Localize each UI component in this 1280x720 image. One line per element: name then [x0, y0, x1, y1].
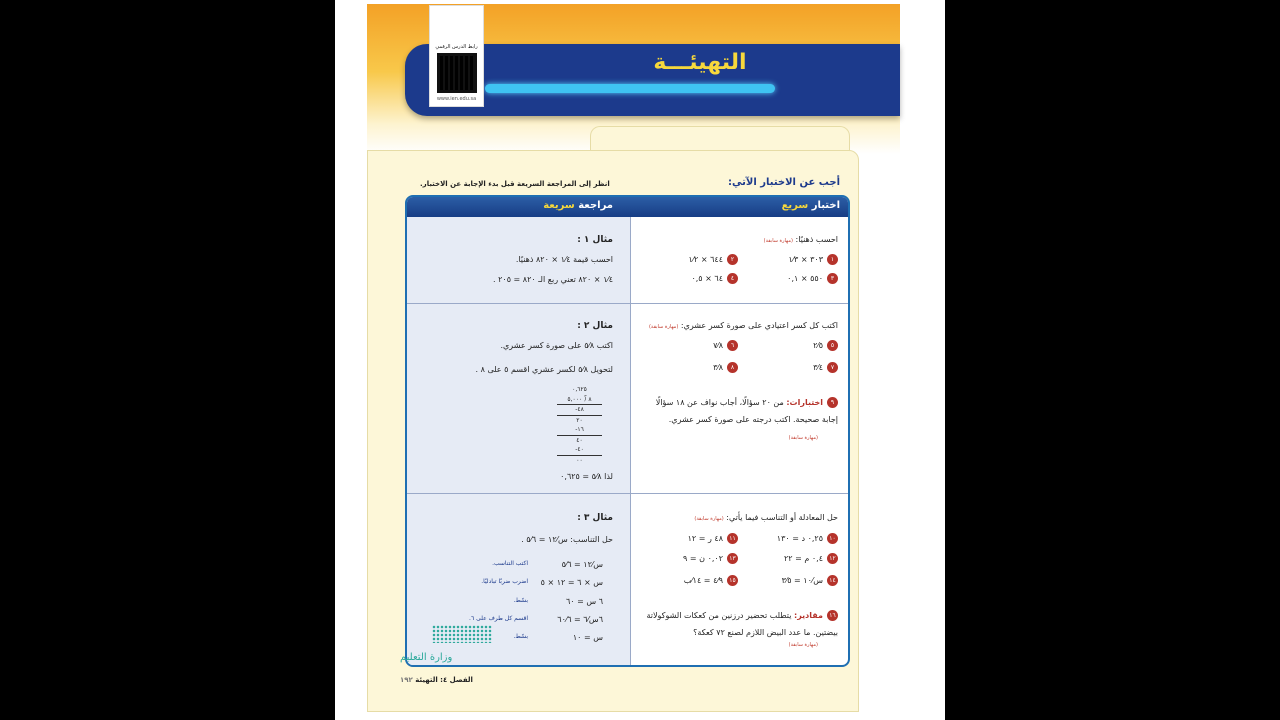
- step-note: اقسم كل طرف على ٦.: [469, 615, 528, 622]
- qr-caption: رابط الدرس الرقمي: [435, 44, 478, 50]
- problem-line: بيضتين. ما عدد البيض اللازم لصنع ٧٢ كعكة؟: [693, 628, 838, 637]
- quiz-heading-a: اختبار: [811, 200, 840, 211]
- division-step: -٤٨: [557, 405, 602, 416]
- exercise-number: ٣: [827, 273, 838, 284]
- exercise-number: ٤: [727, 273, 738, 284]
- quiz-heading-b: سريع: [781, 200, 809, 211]
- box-header: [407, 197, 848, 217]
- exercise: [784, 553, 838, 564]
- exercise-number: ١٠: [827, 533, 838, 544]
- exercise-expr: ٧⁄٨: [713, 341, 723, 350]
- example-line: احسب قيمة ١⁄٤ × ٨٢٠ ذهنيًا.: [515, 255, 613, 264]
- skill-tag: (مهارة سابقة): [648, 324, 679, 330]
- exercise-number: ١٥: [727, 575, 738, 586]
- row-divider: [407, 303, 848, 304]
- step-note: اكتب التناسب.: [492, 560, 528, 567]
- exercise-expr: ٤⁄٩ = ١٤⁄ب: [683, 576, 723, 585]
- step-note: اضرب ضربًا تبادليًا.: [481, 578, 528, 585]
- prompt-text: احسب ذهنيًا:: [795, 235, 838, 244]
- ministry-logo-icon: [432, 625, 492, 643]
- qr-code-icon[interactable]: [437, 53, 477, 93]
- step-equation: س⁄١٢ = ٥⁄٦: [561, 560, 603, 569]
- word-problem: [656, 397, 838, 408]
- page-footer: [400, 676, 473, 684]
- problem-label: اختبارات:: [786, 398, 823, 407]
- exercise: [691, 273, 738, 284]
- exercise: [782, 575, 838, 586]
- exercise: [713, 340, 738, 351]
- prompt-text: اكتب كل كسر اعتيادي على صورة كسر عشري:: [680, 321, 838, 330]
- example-title: مثال ١ :: [577, 235, 613, 245]
- exercise-expr: ٥٥٠ × ٠,١: [787, 274, 823, 283]
- quiz-review-box: [405, 195, 850, 667]
- ministry-watermark: وزارة التعليم: [400, 652, 453, 663]
- division-step: -١٦: [557, 425, 602, 436]
- division-step: ٠,٦٢٥: [572, 386, 587, 393]
- example-line: اكتب ٥⁄٨ على صورة كسر عشري.: [500, 341, 613, 350]
- step-equation: ٦س⁄٦ = ٦٠⁄٦: [557, 615, 603, 624]
- step-equation: س = ١٠: [572, 633, 603, 642]
- exercise-number: ١٣: [727, 553, 738, 564]
- example-result: لذا ٥⁄٨ = ٠,٦٢٥: [560, 472, 613, 481]
- exercise: [683, 553, 738, 564]
- exercise-number: ١٤: [827, 575, 838, 586]
- page-tab: [590, 126, 850, 152]
- exercise-number: ٢: [727, 254, 738, 265]
- exercise: [813, 362, 838, 373]
- exercise-expr: ٣⁄٤: [813, 363, 823, 372]
- example-title: مثال ٢ :: [577, 321, 613, 331]
- exercise-expr: ٣⁄٨: [713, 363, 723, 372]
- skill-tag: (مهارة سابقة): [763, 238, 793, 244]
- exercise: [787, 273, 838, 284]
- exercise: [688, 533, 738, 544]
- page-title: التهيئـــة: [653, 50, 747, 75]
- exercise: [713, 362, 738, 373]
- problem-line: إجابة صحيحة. اكتب درجته على صورة كسر عشري.: [668, 415, 838, 424]
- division-step: -٤٠: [557, 445, 602, 456]
- prompt-text: حل المعادلة أو التناسب فيما يأتي:: [726, 513, 838, 522]
- review-heading: [543, 200, 613, 211]
- skill-tag: (مهارة سابقة): [788, 642, 818, 648]
- exercise-number: ٧: [827, 362, 838, 373]
- skill-tag: (مهارة سابقة): [694, 516, 724, 522]
- exercise-number: ١١: [727, 533, 738, 544]
- exercise-expr: ٤٨ ر = ١٢: [687, 534, 723, 543]
- page-number: ١٩٢: [400, 676, 413, 684]
- exercise-expr: ٣٠٣ × ١⁄٣: [788, 255, 823, 264]
- exercise-number: ٨: [727, 362, 738, 373]
- exercise-expr: ٠,٤ م = ٢٢: [783, 554, 823, 563]
- exercise: [788, 254, 838, 265]
- division-step: ٨ ⟌ ٥,٠٠٠: [557, 395, 602, 406]
- exercise-number: ٥: [827, 340, 838, 351]
- exercise-number: ١: [827, 254, 838, 265]
- review-heading-a: مراجعة: [578, 200, 613, 211]
- long-division: [557, 385, 602, 465]
- skill-tag: (مهارة سابقة): [788, 435, 818, 441]
- qr-url: www.ien.edu.sa: [436, 96, 477, 102]
- problem-line: من ٢٠ سؤالًا، أجاب نواف عن ١٨ سؤالًا: [655, 398, 784, 407]
- example-line: حل التناسب: س⁄١٢ = ٥⁄٦ .: [521, 535, 613, 544]
- exercise: [813, 340, 838, 351]
- exercise-number: ١٢: [827, 553, 838, 564]
- exercise-expr: ٢⁄٥: [813, 341, 823, 350]
- example-line: ١⁄٤ × ٨٢٠ تعني ربع الـ ٨٢٠ = ٢٠٥ .: [493, 275, 613, 284]
- exercise-expr: ٠,٠٢ ن = ٩: [683, 554, 723, 563]
- exercise-expr: ٠,٢٥ د = ١٣٠: [776, 534, 823, 543]
- example-title: مثال ٣ :: [577, 513, 613, 523]
- exercise-expr: ٦٤ × ٠,٥: [691, 274, 723, 283]
- review-heading-b: سريعة: [543, 200, 575, 211]
- problem-label: مقادير:: [794, 611, 823, 620]
- division-step: ٠٠: [576, 456, 583, 464]
- chapter-label: الفصل ٤: التهيئة: [415, 676, 473, 684]
- row-divider: [407, 493, 848, 494]
- exercise-number: ٦: [727, 340, 738, 351]
- division-step: ٤٠: [576, 436, 583, 444]
- step-equation: ٦ س = ٦٠: [566, 597, 603, 606]
- step-note: بسّط.: [513, 633, 528, 640]
- problem-line: يتطلب تحضير درزنين من كعكات الشوكولاتة: [646, 611, 792, 620]
- example-line: لتحويل ٥⁄٨ لكسر عشري اقسم ٥ على ٨ .: [475, 365, 613, 374]
- exercise-expr: ٦٤٤ × ١⁄٢: [688, 255, 723, 264]
- exercise-expr: س⁄١٠ = ٣⁄٥: [781, 576, 823, 585]
- quiz-prompt-3: [694, 513, 838, 522]
- exercise-number: ٩: [827, 397, 838, 408]
- title-underline: [485, 84, 775, 93]
- column-divider: [630, 217, 631, 667]
- exercise: [688, 254, 738, 265]
- step-equation: س × ٦ = ١٢ × ٥: [540, 578, 603, 587]
- quiz-prompt-2: [649, 321, 838, 330]
- exercise: [684, 575, 738, 586]
- division-step: ٢٠: [576, 416, 583, 424]
- exercise-number: ١٦: [827, 610, 838, 621]
- qr-card[interactable]: [429, 5, 484, 107]
- quiz-heading: [782, 200, 840, 211]
- exercise: [777, 533, 838, 544]
- quiz-instruction: أجب عن الاختبار الآتي:: [728, 177, 840, 188]
- review-note: انظر إلى المراجعة السريعة قبل بدء الإجابة عن الاختبار.: [420, 180, 610, 188]
- quiz-prompt-1: [764, 235, 838, 244]
- word-problem: [646, 610, 838, 621]
- step-note: بسّط.: [513, 597, 528, 604]
